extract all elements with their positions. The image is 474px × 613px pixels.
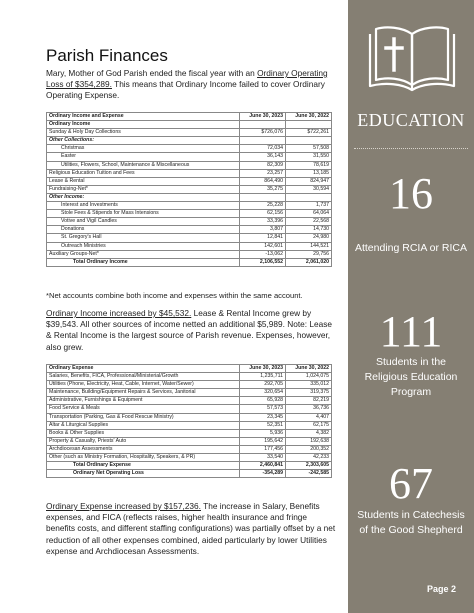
expense-row-value: -242,585 bbox=[286, 470, 332, 478]
expense-table-row bbox=[47, 462, 332, 470]
income-row-label: Ordinary Income bbox=[47, 121, 240, 129]
income-row-value: $722,261 bbox=[286, 129, 332, 137]
income-header-cell: June 30, 2023 bbox=[240, 113, 286, 121]
income-row-value: 78,619 bbox=[286, 161, 332, 169]
income-row-label: Christmas bbox=[47, 145, 240, 153]
income-row-value: 29,756 bbox=[286, 250, 332, 258]
expense-table-row bbox=[47, 454, 332, 462]
income-table-row bbox=[47, 177, 332, 185]
operating-loss-highlight: Ordinary Operating Loss of $354,289. bbox=[46, 68, 328, 90]
expense-table-row bbox=[47, 405, 332, 413]
income-table-row bbox=[47, 121, 332, 129]
income-row-label: Interest and Investments bbox=[47, 202, 240, 210]
expense-row-value: 195,642 bbox=[240, 437, 286, 445]
rcia-caption: Attending RCIA or RICA bbox=[354, 242, 468, 254]
income-header-cell: Ordinary Income and Expense bbox=[47, 113, 240, 121]
income-table-row bbox=[47, 242, 332, 250]
expense-row-label: Total Ordinary Expense bbox=[47, 462, 240, 470]
income-row-value: 30,594 bbox=[286, 185, 332, 193]
expense-row-value: 192,638 bbox=[286, 437, 332, 445]
expense-row-value: 5,936 bbox=[240, 429, 286, 437]
income-header-row bbox=[47, 113, 332, 121]
income-table-row bbox=[47, 129, 332, 137]
expense-table-row bbox=[47, 397, 332, 405]
expense-table-row bbox=[47, 437, 332, 445]
income-row-value: 824,947 bbox=[286, 177, 332, 185]
income-row-label: Donations bbox=[47, 226, 240, 234]
income-table-row bbox=[47, 161, 332, 169]
income-row-value: 1,737 bbox=[286, 202, 332, 210]
income-row-label: Fundraising-Net* bbox=[47, 185, 240, 193]
income-row-value: 14,730 bbox=[286, 226, 332, 234]
expense-table-row bbox=[47, 381, 332, 389]
expense-row-value: 335,012 bbox=[286, 381, 332, 389]
page-title: Parish Finances bbox=[46, 46, 168, 65]
page-number: Page 2 bbox=[426, 584, 456, 594]
expense-table-row bbox=[47, 373, 332, 381]
expense-row-value: 42,233 bbox=[286, 454, 332, 462]
expense-table-row bbox=[47, 429, 332, 437]
religious-ed-caption: Students in the Religious Education Program bbox=[364, 356, 458, 398]
expense-row-label: Archdiocesan Assessments bbox=[47, 445, 240, 453]
expense-row-value: 82,219 bbox=[286, 397, 332, 405]
income-row-value bbox=[286, 121, 332, 129]
income-row-value: 33,396 bbox=[240, 218, 286, 226]
income-row-value: 35,275 bbox=[240, 185, 286, 193]
expense-paragraph bbox=[46, 501, 336, 557]
catechesis-count: 67 bbox=[389, 459, 433, 508]
income-row-value: -13,062 bbox=[240, 250, 286, 258]
expense-row-label: Maintenance, Building/Equipment Repairs & Services, Janitorial bbox=[47, 389, 240, 397]
income-row-value: $726,076 bbox=[240, 129, 286, 137]
income-row-value: 31,550 bbox=[286, 153, 332, 161]
rcia-count: 16 bbox=[389, 169, 433, 218]
income-row-label: St. Gregory's Hall bbox=[47, 234, 240, 242]
expense-table-row bbox=[47, 389, 332, 397]
education-sidebar bbox=[348, 0, 474, 613]
income-row-label: Other Collections: bbox=[47, 137, 240, 145]
expense-row-value: 2,303,605 bbox=[286, 462, 332, 470]
income-table bbox=[46, 112, 332, 267]
income-row-label: Outreach Ministries bbox=[47, 242, 240, 250]
income-table-row bbox=[47, 218, 332, 226]
income-row-value: 22,568 bbox=[286, 218, 332, 226]
income-row-value: 62,156 bbox=[240, 210, 286, 218]
expense-row-value: 23,345 bbox=[240, 413, 286, 421]
footnote: *Net accounts combine both income and expenses within the same account. bbox=[46, 291, 303, 300]
income-row-value: 72,034 bbox=[240, 145, 286, 153]
expense-row-label: Property & Casualty, Priests' Auto bbox=[47, 437, 240, 445]
expense-row-value: 4,382 bbox=[286, 429, 332, 437]
income-row-value bbox=[240, 193, 286, 201]
income-row-label: Sunday & Holy Day Collections bbox=[47, 129, 240, 137]
income-row-value: 24,980 bbox=[286, 234, 332, 242]
income-table-row bbox=[47, 226, 332, 234]
income-row-value: 2,106,552 bbox=[240, 258, 286, 266]
expense-row-label: Administrative, Furnishings & Equipment bbox=[47, 397, 240, 405]
expense-row-label: Utilities (Phone, Electricity, Heat, Cable, Internet, Water/Sewer) bbox=[47, 381, 240, 389]
income-row-value: 3,807 bbox=[240, 226, 286, 234]
expense-row-label: Other (such as Ministry Formation, Hospitality, Speakers, & PR) bbox=[47, 454, 240, 462]
income-row-value: 23,257 bbox=[240, 169, 286, 177]
intro-text-end: This means that Ordinary Income failed to cover Ordinary Operating Expense. bbox=[46, 79, 325, 101]
income-row-value bbox=[286, 193, 332, 201]
income-table-row bbox=[47, 185, 332, 193]
income-row-value: 2,061,020 bbox=[286, 258, 332, 266]
income-row-label: Lease & Rental bbox=[47, 177, 240, 185]
expense-table-row bbox=[47, 445, 332, 453]
expense-header-cell: Ordinary Expense bbox=[47, 365, 240, 373]
income-row-label: Utilities, Flowers, School, Maintenance & Miscellaneous bbox=[47, 161, 240, 169]
income-row-label: Religious Education Tuition and Fees bbox=[47, 169, 240, 177]
income-row-label: Total Ordinary Income bbox=[47, 258, 240, 266]
income-row-value: 36,143 bbox=[240, 153, 286, 161]
income-row-value: 144,521 bbox=[286, 242, 332, 250]
expense-row-value: 4,407 bbox=[286, 413, 332, 421]
catechesis-caption: Students in Catechesis of the Good Shepherd bbox=[357, 509, 465, 536]
expense-header-row bbox=[47, 365, 332, 373]
expense-row-value: 1,024,075 bbox=[286, 373, 332, 381]
expense-header-cell: June 30, 2023 bbox=[240, 365, 286, 373]
income-row-value: 864,490 bbox=[240, 177, 286, 185]
expense-table-row bbox=[47, 421, 332, 429]
income-row-value: 12,841 bbox=[240, 234, 286, 242]
expense-row-value: -354,289 bbox=[240, 470, 286, 478]
income-paragraph bbox=[46, 308, 336, 353]
income-row-label: Auxiliary Groups-Net* bbox=[47, 250, 240, 258]
divider bbox=[354, 148, 468, 149]
income-increase-highlight: Ordinary Income increased by $45,532. bbox=[46, 308, 192, 318]
expense-row-value: 320,654 bbox=[240, 389, 286, 397]
expense-row-value: 33,540 bbox=[240, 454, 286, 462]
income-table-row bbox=[47, 193, 332, 201]
expense-row-label: Books & Other Supplies bbox=[47, 429, 240, 437]
expense-row-value: 1,235,711 bbox=[240, 373, 286, 381]
income-table-row bbox=[47, 258, 332, 266]
expense-increase-highlight: Ordinary Expense increased by $157,236. bbox=[46, 501, 201, 511]
income-row-value: 13,185 bbox=[286, 169, 332, 177]
income-table-row bbox=[47, 210, 332, 218]
open-book-with-cross-icon bbox=[362, 18, 462, 98]
expense-row-value: 62,175 bbox=[286, 421, 332, 429]
income-table-row bbox=[47, 234, 332, 242]
expense-text-body: The increase in Salary, Benefits expenses, and FICA (reflects raises, higher health insurance and fringe benefits costs, and different staffing configurations) was partially offset by a net reduction of all other expenses combined, aided particularly by lower Utilities expense and Archdiocesan Assessments. bbox=[46, 501, 336, 556]
income-row-value: 64,064 bbox=[286, 210, 332, 218]
religious-ed-count: 111 bbox=[379, 307, 443, 356]
expense-row-value: 36,736 bbox=[286, 405, 332, 413]
expense-table-row bbox=[47, 470, 332, 478]
income-row-label: Other Income: bbox=[47, 193, 240, 201]
expense-row-value: 177,456 bbox=[240, 445, 286, 453]
expense-row-value: 65,928 bbox=[240, 397, 286, 405]
expense-row-value: 292,705 bbox=[240, 381, 286, 389]
intro-paragraph bbox=[46, 68, 336, 102]
income-row-label: Votive and Vigil Candles bbox=[47, 218, 240, 226]
income-row-value: 82,309 bbox=[240, 161, 286, 169]
income-row-value bbox=[240, 137, 286, 145]
income-row-value: 25,228 bbox=[240, 202, 286, 210]
income-text-body: Lease & Rental Income grew by $39,543. All other sources of income netted an additional $5,989. Note: Lease & Rental Income is the largest source of Parish revenue. Expenses, however, also grew. bbox=[46, 308, 332, 352]
education-heading: EDUCATION bbox=[357, 110, 465, 130]
income-table-row bbox=[47, 153, 332, 161]
income-table-row bbox=[47, 145, 332, 153]
income-row-value: 142,601 bbox=[240, 242, 286, 250]
expense-row-label: Ordinary Net Operating Loss bbox=[47, 470, 240, 478]
income-row-value bbox=[286, 137, 332, 145]
income-row-value: 57,508 bbox=[286, 145, 332, 153]
income-row-label: Stole Fees & Stipends for Mass Intensions bbox=[47, 210, 240, 218]
income-table-row bbox=[47, 169, 332, 177]
expense-row-value: 57,573 bbox=[240, 405, 286, 413]
expense-header-cell: June 30, 2022 bbox=[286, 365, 332, 373]
expense-row-value: 52,351 bbox=[240, 421, 286, 429]
intro-text-start: Mary, Mother of God Parish ended the fiscal year with an bbox=[46, 68, 258, 78]
income-row-value bbox=[240, 121, 286, 129]
expense-table bbox=[46, 364, 332, 478]
expense-row-label: Transportation (Parking, Gas & Food Rescue Ministry) bbox=[47, 413, 240, 421]
income-header-cell: June 30, 2022 bbox=[286, 113, 332, 121]
income-table-row bbox=[47, 137, 332, 145]
expense-row-value: 319,375 bbox=[286, 389, 332, 397]
income-table-row bbox=[47, 202, 332, 210]
expense-row-label: Altar & Liturgical Supplies bbox=[47, 421, 240, 429]
expense-table-row bbox=[47, 413, 332, 421]
expense-row-label: Salaries, Benefits, FICA, Professional/Ministerial/Growth bbox=[47, 373, 240, 381]
expense-row-label: Food Service & Meals bbox=[47, 405, 240, 413]
income-row-label: Easter bbox=[47, 153, 240, 161]
expense-row-value: 200,352 bbox=[286, 445, 332, 453]
expense-row-value: 2,460,841 bbox=[240, 462, 286, 470]
income-table-row bbox=[47, 250, 332, 258]
